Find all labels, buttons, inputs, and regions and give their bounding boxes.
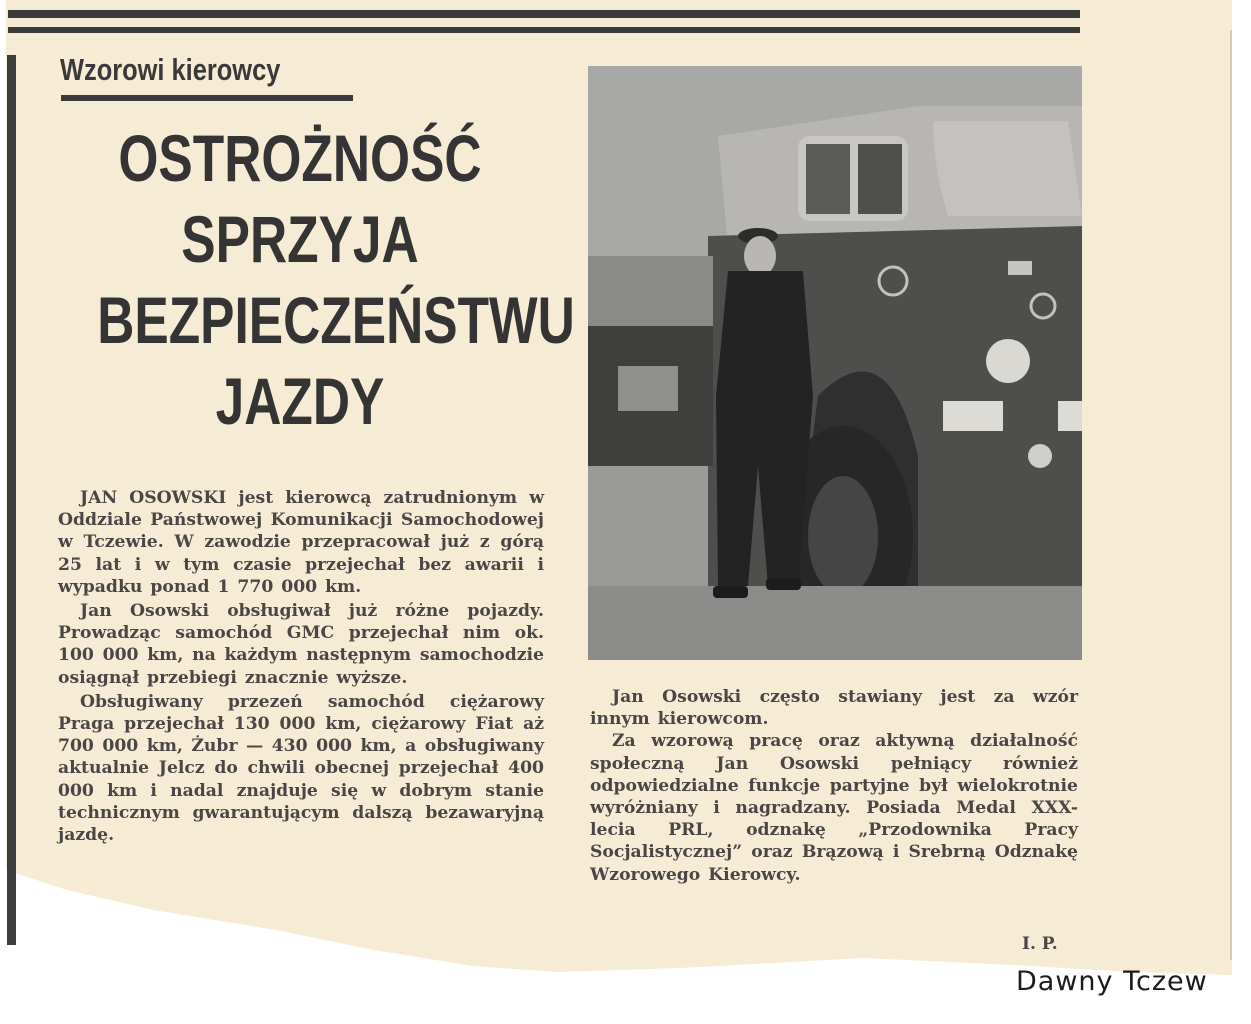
kicker-underline bbox=[61, 95, 353, 101]
section-kicker: Wzorowi kierowcy bbox=[60, 52, 281, 87]
headline bbox=[40, 118, 575, 442]
article-body-left bbox=[58, 487, 544, 848]
headline-line: OSTROŻNOŚĆ bbox=[118, 121, 482, 195]
top-rule bbox=[8, 10, 1080, 18]
paper-edge bbox=[1230, 30, 1232, 960]
headline-line: BEZPIECZEŃSTWU bbox=[97, 283, 575, 357]
paragraph: Jan Osowski obsługiwał już różne pojazdy. Prowadząc samochód GMC przejechał nim ok. 100 000 km, na każdym następnym samochodzie osiągnął przebiegi znacznie wyższe. bbox=[58, 601, 544, 688]
truck-driver-photo bbox=[588, 66, 1082, 660]
headline-line: SPRZYJA bbox=[181, 202, 419, 276]
headline-line: JAZDY bbox=[215, 364, 385, 438]
author-initials: I. P. bbox=[1022, 934, 1058, 954]
photo-caption: Jan Osowski często stawiany jest za wzór innym kierowcom. bbox=[590, 687, 1078, 730]
watermark: Dawny Tczew bbox=[1016, 966, 1208, 997]
article-photo bbox=[588, 66, 1082, 660]
paragraph: JAN OSOWSKI jest kierowcą zatrudnionym w Oddziale Państwowej Komunikacji Samochodowej w Tczewie. W zawodzie przepracował już z górą 25 lat i w tym czasie przejechał bez awarii i wypadku ponad 1 770 000 km. bbox=[58, 488, 544, 597]
paragraph: Za wzorową pracę oraz aktywną działalność społeczną Jan Osowski pełniący również odpowiedzialne funkcje partyjne był wielokrotnie wyróżniany i nagradzany. Posiada Medal XXX-lecia PRL, odznakę „Przodownika Pracy Socjalistycznej” oraz Brązową i Srebrną Odznakę Wzorowego Kierowcy. bbox=[590, 731, 1078, 885]
left-column-bar bbox=[7, 55, 16, 945]
top-rule-secondary bbox=[8, 27, 1080, 33]
article-body-right bbox=[590, 686, 1078, 888]
paragraph: Obsługiwany przezeń samochód ciężarowy Praga przejechał 130 000 km, ciężarowy Fiat aż 700 000 km, Żubr — 430 000 km, a obsługiwany aktualnie Jelcz do chwili obecnej przejechał 400 000 km i nadal znajduje się w dobrym stanie technicznym gwarantującym dalszą bezawaryjną jazdę. bbox=[58, 691, 544, 846]
